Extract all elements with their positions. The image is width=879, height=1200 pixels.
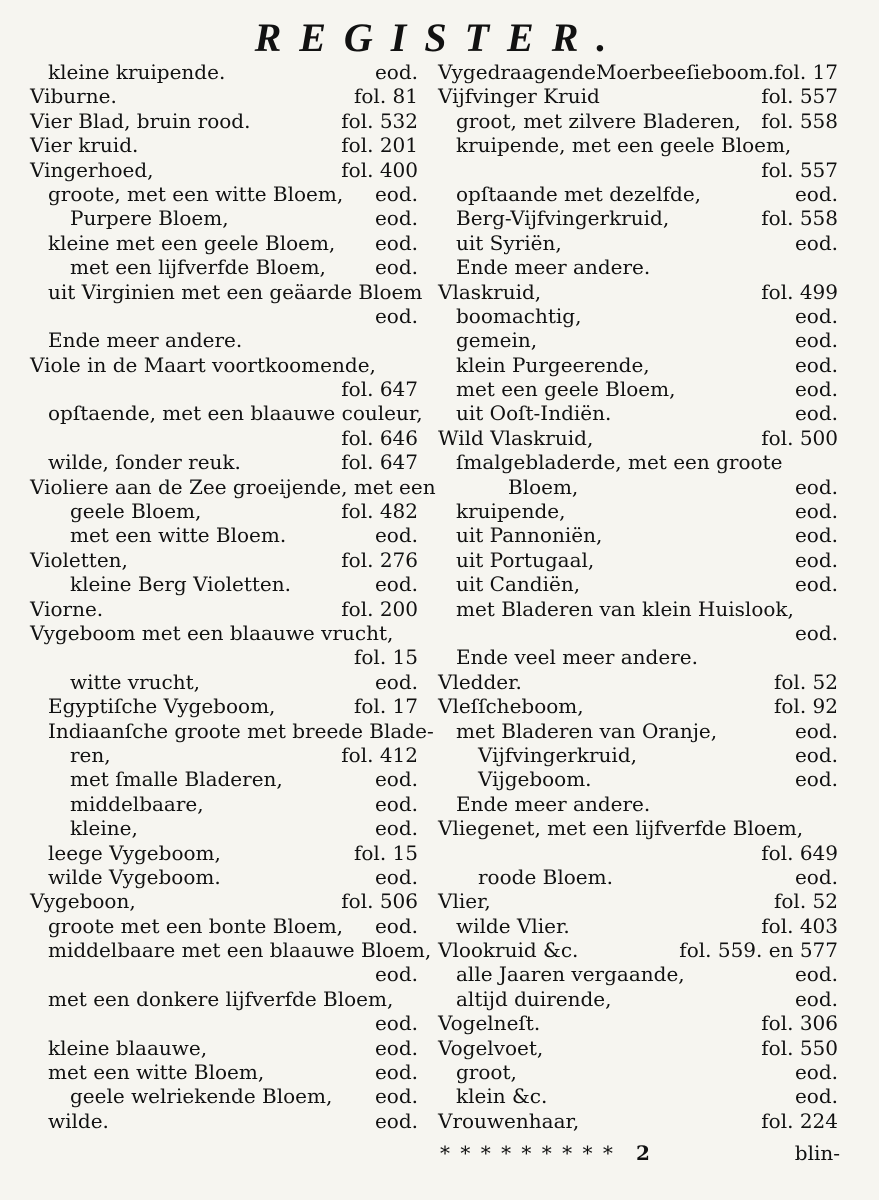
- entry-term: kleine kruipende.: [48, 60, 226, 84]
- index-entry: [438, 743, 838, 767]
- entry-reference: eod.: [794, 499, 838, 524]
- entry-term: met een lijfverfde Bloem,: [70, 255, 326, 280]
- index-entry: [438, 377, 838, 401]
- entry-term: uit Pannoniën,: [456, 523, 603, 548]
- entry-reference: fol. 306: [761, 1011, 838, 1036]
- index-entry: [30, 206, 418, 230]
- entry-term: met een donkere lijfverfde Bloem,: [48, 986, 394, 1011]
- index-entry: [30, 621, 418, 645]
- entry-term: VygedraagendeMoerbeeſieboom.: [438, 60, 775, 84]
- entry-reference: fol. 532: [341, 108, 418, 133]
- index-entry: [438, 426, 838, 450]
- entry-term: Ende meer andere.: [48, 328, 243, 353]
- entry-term: kleine met een geele Bloem,: [48, 230, 336, 255]
- entry-term: met een witte Bloem,: [48, 1060, 265, 1085]
- entry-reference: eod.: [794, 986, 838, 1011]
- index-entry: [438, 1060, 838, 1084]
- index-entry: [438, 304, 838, 328]
- entry-reference: fol. 224: [761, 1108, 838, 1133]
- entry-term: uit Syriën,: [456, 230, 562, 255]
- index-entry: [30, 597, 418, 621]
- entry-term: ren,: [70, 742, 111, 767]
- entry-reference: eod.: [794, 767, 838, 792]
- index-entry: [438, 450, 838, 474]
- page-header: REGISTER.: [254, 15, 625, 60]
- left-column: [30, 60, 436, 1133]
- entry-reference: eod.: [374, 255, 418, 280]
- entry-reference: fol. 482: [341, 499, 418, 524]
- entry-term: uit Virginien met een geäarde Bloem: [48, 279, 423, 304]
- entry-term: Vier kruid.: [30, 133, 139, 158]
- index-entry: [438, 816, 838, 840]
- index-entry: [438, 670, 838, 694]
- index-entry: [438, 865, 838, 889]
- index-entry: [438, 889, 838, 913]
- index-entry: [438, 914, 838, 938]
- index-entry: [438, 255, 838, 279]
- right-column: [438, 60, 838, 1133]
- entry-reference: eod.: [794, 181, 838, 206]
- index-entry: [438, 645, 838, 669]
- entry-term: Vijgeboom.: [478, 767, 592, 792]
- entry-term: Vijfvinger Kruid: [438, 84, 600, 109]
- entry-reference: eod.: [794, 328, 838, 353]
- entry-reference: eod.: [794, 303, 838, 328]
- entry-term: wilde.: [48, 1108, 109, 1133]
- index-entry: [438, 987, 838, 1011]
- index-entry: [438, 206, 838, 230]
- entry-reference: fol. 558: [761, 206, 838, 231]
- entry-term: Ende veel meer andere.: [456, 645, 698, 670]
- index-entry: [30, 353, 418, 377]
- index-entry: [30, 523, 418, 547]
- index-entry: [30, 792, 418, 816]
- page-footer: [440, 1140, 840, 1166]
- entry-reference: eod.: [794, 864, 838, 889]
- entry-term: Ende meer andere.: [456, 791, 651, 816]
- entry-reference: eod.: [374, 962, 418, 987]
- entry-reference: eod.: [794, 230, 838, 255]
- index-entry: [438, 841, 838, 865]
- entry-term: gemein,: [456, 328, 538, 353]
- index-entry: [438, 280, 838, 304]
- index-entry: [30, 426, 418, 450]
- entry-term: Viole in de Maart voortkoomende,: [30, 352, 376, 377]
- entry-term: met Bladeren van klein Huislook,: [456, 596, 794, 621]
- entry-reference: eod.: [374, 303, 418, 328]
- index-entry: [30, 767, 418, 791]
- entry-reference: fol. 92: [773, 694, 838, 719]
- entry-term: Violetten,: [30, 547, 128, 572]
- entry-term: opſtaende, met een blaauwe couleur,: [48, 401, 423, 426]
- entry-term: met een geele Bloem,: [456, 377, 676, 402]
- entry-reference: eod.: [794, 401, 838, 426]
- entry-reference: fol. 201: [341, 133, 418, 158]
- index-entry: [30, 231, 418, 255]
- entry-reference: eod.: [794, 1084, 838, 1109]
- index-entry: [30, 84, 418, 108]
- index-entry: [30, 743, 418, 767]
- entry-term: Vrouwenhaar,: [438, 1108, 580, 1133]
- entry-term: kruipende, met een geele Bloem,: [456, 133, 792, 158]
- entry-term: boomachtig,: [456, 303, 582, 328]
- entry-term: kruipende,: [456, 499, 566, 524]
- entry-term: Egyptiſche Vygeboom,: [48, 694, 276, 719]
- entry-reference: eod.: [374, 572, 418, 597]
- entry-reference: eod.: [374, 864, 418, 889]
- entry-reference: eod.: [374, 913, 418, 938]
- index-entry: [438, 694, 838, 718]
- entry-term: groote met een bonte Bloem,: [48, 913, 344, 938]
- entry-term: Viburne.: [30, 84, 117, 109]
- index-entry: [30, 865, 418, 889]
- entry-reference: fol. 276: [341, 547, 418, 572]
- entry-term: Berg-Vijfvingerkruid,: [456, 206, 670, 231]
- entry-term: kleine blaauwe,: [48, 1035, 208, 1060]
- entry-term: groot, met zilvere Bladeren,: [456, 108, 741, 133]
- index-entry: [438, 548, 838, 572]
- index-entry: [30, 1109, 418, 1133]
- entry-reference: fol. 550: [761, 1035, 838, 1060]
- entry-reference: eod.: [794, 742, 838, 767]
- entry-term: Vingerhoed,: [30, 157, 154, 182]
- entry-term: Vygeboon,: [30, 889, 136, 914]
- entry-reference: fol. 557: [761, 157, 838, 182]
- entry-term: Vlier,: [438, 889, 491, 914]
- entry-term: Violiere aan de Zee groeijende, met een: [30, 474, 436, 499]
- entry-term: Vliegenet, met een lijfverfde Bloem,: [438, 816, 804, 841]
- entry-term: witte vrucht,: [70, 669, 200, 694]
- entry-reference: fol. 646: [341, 425, 418, 450]
- entry-term: geele welriekende Bloem,: [70, 1084, 333, 1109]
- entry-reference: eod.: [794, 962, 838, 987]
- entry-reference: fol. 15: [353, 840, 418, 865]
- index-entry: [438, 353, 838, 377]
- index-entry: [30, 328, 418, 352]
- entry-reference: eod.: [794, 1060, 838, 1085]
- index-entry: [30, 889, 418, 913]
- entry-reference: eod.: [794, 620, 838, 645]
- entry-reference: eod.: [374, 523, 418, 548]
- entry-reference: eod.: [794, 718, 838, 743]
- entry-reference: fol. 647: [341, 377, 418, 402]
- entry-term: wilde Vlier.: [456, 913, 570, 938]
- entry-reference: fol. 81: [353, 84, 418, 109]
- entry-term: groote, met een witte Bloem,: [48, 181, 344, 206]
- index-entry: [438, 1084, 838, 1108]
- entry-term: Indiaanſche groote met breede Blade-: [48, 718, 434, 743]
- index-entry: [30, 645, 418, 669]
- signature-mark: 2: [636, 1141, 650, 1165]
- entry-term: Viorne.: [30, 596, 104, 621]
- entry-term: Vlookruid &c.: [438, 938, 579, 963]
- entry-term: Ende meer andere.: [456, 255, 651, 280]
- entry-term: geele Bloem,: [70, 499, 202, 524]
- index-entry: [30, 1060, 418, 1084]
- entry-term: roode Bloem.: [478, 864, 613, 889]
- entry-term: Vijfvingerkruid,: [478, 742, 637, 767]
- index-entry: [30, 1036, 418, 1060]
- entry-reference: eod.: [374, 1035, 418, 1060]
- entry-term: uit Portugaal,: [456, 547, 595, 572]
- index-entry: [30, 548, 418, 572]
- index-entry: [438, 499, 838, 523]
- index-entry: [438, 719, 838, 743]
- entry-term: klein Purgeerende,: [456, 352, 650, 377]
- index-entry: [30, 816, 418, 840]
- entry-reference: fol. 200: [341, 596, 418, 621]
- index-entry: [438, 1036, 838, 1060]
- entry-reference: eod.: [374, 206, 418, 231]
- entry-reference: eod.: [374, 1084, 418, 1109]
- entry-term: leege Vygeboom,: [48, 840, 221, 865]
- entry-reference: fol. 52: [773, 889, 838, 914]
- entry-reference: eod.: [374, 816, 418, 841]
- index-entry: [30, 670, 418, 694]
- entry-reference: fol. 17: [353, 694, 418, 719]
- index-entry: [438, 572, 838, 596]
- entry-reference: fol. 499: [761, 279, 838, 304]
- index-entry: [438, 133, 838, 157]
- index-entry: [30, 572, 418, 596]
- entry-reference: eod.: [794, 572, 838, 597]
- entry-reference: fol. 400: [341, 157, 418, 182]
- entry-term: Vygeboom met een blaauwe vrucht,: [30, 620, 394, 645]
- entry-reference: fol. 649: [761, 840, 838, 865]
- index-entry: [30, 841, 418, 865]
- index-entry: [30, 401, 423, 426]
- index-entry: [438, 84, 838, 108]
- index-entry: [30, 1011, 418, 1035]
- index-entry: [30, 377, 418, 401]
- entry-term: uit Candiën,: [456, 572, 581, 597]
- entry-reference: eod.: [374, 181, 418, 206]
- entry-reference: eod.: [794, 523, 838, 548]
- index-entry: [438, 792, 838, 816]
- entry-reference: eod.: [374, 669, 418, 694]
- entry-term: altijd duirende,: [456, 986, 612, 1011]
- entry-reference: eod.: [374, 60, 418, 84]
- index-entry: [30, 499, 418, 523]
- entry-term: groot,: [456, 1060, 517, 1085]
- index-entry: [30, 987, 418, 1011]
- entry-term: Bloem,: [508, 474, 579, 499]
- entry-reference: eod.: [374, 1108, 418, 1133]
- entry-reference: eod.: [374, 767, 418, 792]
- index-entry: [438, 60, 838, 84]
- entry-term: met een witte Bloem.: [70, 523, 287, 548]
- index-entry: [438, 158, 838, 182]
- index-entry: [438, 401, 838, 425]
- entry-term: Purpere Bloem,: [70, 206, 229, 231]
- entry-reference: eod.: [374, 230, 418, 255]
- entry-term: ſmalgebladerde, met een groote: [456, 450, 783, 475]
- entry-term: met Bladeren van Oranje,: [456, 718, 718, 743]
- index-entry: [438, 1011, 838, 1035]
- entry-term: Vier Blad, bruin rood.: [30, 108, 251, 133]
- entry-reference: eod.: [374, 1060, 418, 1085]
- entry-term: Vogelneſt.: [438, 1011, 541, 1036]
- entry-term: kleine Berg Violetten.: [70, 572, 291, 597]
- entry-reference: fol. 412: [341, 742, 418, 767]
- index-entry: [438, 767, 838, 791]
- index-entry: [30, 109, 418, 133]
- entry-reference: fol. 17: [773, 60, 838, 84]
- entry-term: Vogelvoet,: [438, 1035, 544, 1060]
- entry-term: uit Ooſt-Indiën.: [456, 401, 612, 426]
- index-entry: [438, 109, 838, 133]
- entry-term: Vlaskruid,: [438, 279, 542, 304]
- entry-reference: fol. 506: [341, 889, 418, 914]
- index-entry: [30, 938, 432, 963]
- index-entry: [438, 962, 838, 986]
- index-entry: [438, 621, 838, 645]
- entry-reference: fol. 557: [761, 84, 838, 109]
- index-entry: [30, 474, 436, 499]
- ornament-stars: * * * * * * * * *: [440, 1141, 615, 1165]
- entry-reference: eod.: [794, 547, 838, 572]
- index-entry: [30, 962, 418, 986]
- entry-term: kleine,: [70, 816, 138, 841]
- entry-term: Wild Vlaskruid,: [438, 425, 594, 450]
- index-entry: [438, 597, 838, 621]
- entry-reference: fol. 558: [761, 108, 838, 133]
- entry-term: middelbaare met een blaauwe Bloem,: [48, 938, 432, 963]
- index-entry: [30, 718, 434, 743]
- index-entry: [30, 304, 418, 328]
- entry-reference: fol. 647: [341, 450, 418, 475]
- entry-term: alle Jaaren vergaande,: [456, 962, 685, 987]
- index-entry: [438, 475, 838, 499]
- index-entry: [30, 450, 418, 474]
- index-entry: [30, 694, 418, 718]
- entry-reference: fol. 15: [353, 645, 418, 670]
- index-entry: [30, 255, 418, 279]
- entry-reference: fol. 403: [761, 913, 838, 938]
- entry-reference: fol. 52: [773, 669, 838, 694]
- entry-term: met ſmalle Bladeren,: [70, 767, 283, 792]
- entry-term: wilde Vygeboom.: [48, 864, 221, 889]
- index-entry: [438, 523, 838, 547]
- entry-reference: fol. 559. en 577: [679, 938, 838, 963]
- entry-reference: eod.: [794, 377, 838, 402]
- entry-term: Vledder.: [438, 669, 522, 694]
- entry-reference: eod.: [374, 791, 418, 816]
- index-entry: [30, 279, 423, 304]
- index-entry: [30, 914, 418, 938]
- index-entry: [30, 133, 418, 157]
- entry-term: wilde, ſonder reuk.: [48, 450, 241, 475]
- index-entry: [438, 1109, 838, 1133]
- index-entry: [30, 1084, 418, 1108]
- index-entry: [438, 231, 838, 255]
- index-entry: [30, 182, 418, 206]
- index-entry: [30, 60, 418, 84]
- entry-term: Vleſſcheboom,: [438, 694, 584, 719]
- entry-reference: eod.: [374, 1011, 418, 1036]
- index-entry: [30, 158, 418, 182]
- catchword: blin-: [794, 1141, 840, 1165]
- index-entry: [438, 938, 838, 962]
- entry-term: klein &c.: [456, 1084, 548, 1109]
- entry-term: middelbaare,: [70, 791, 204, 816]
- entry-reference: eod.: [794, 352, 838, 377]
- entry-term: opſtaande met dezelfde,: [456, 181, 702, 206]
- entry-reference: eod.: [794, 474, 838, 499]
- index-entry: [438, 182, 838, 206]
- index-entry: [438, 328, 838, 352]
- entry-reference: fol. 500: [761, 425, 838, 450]
